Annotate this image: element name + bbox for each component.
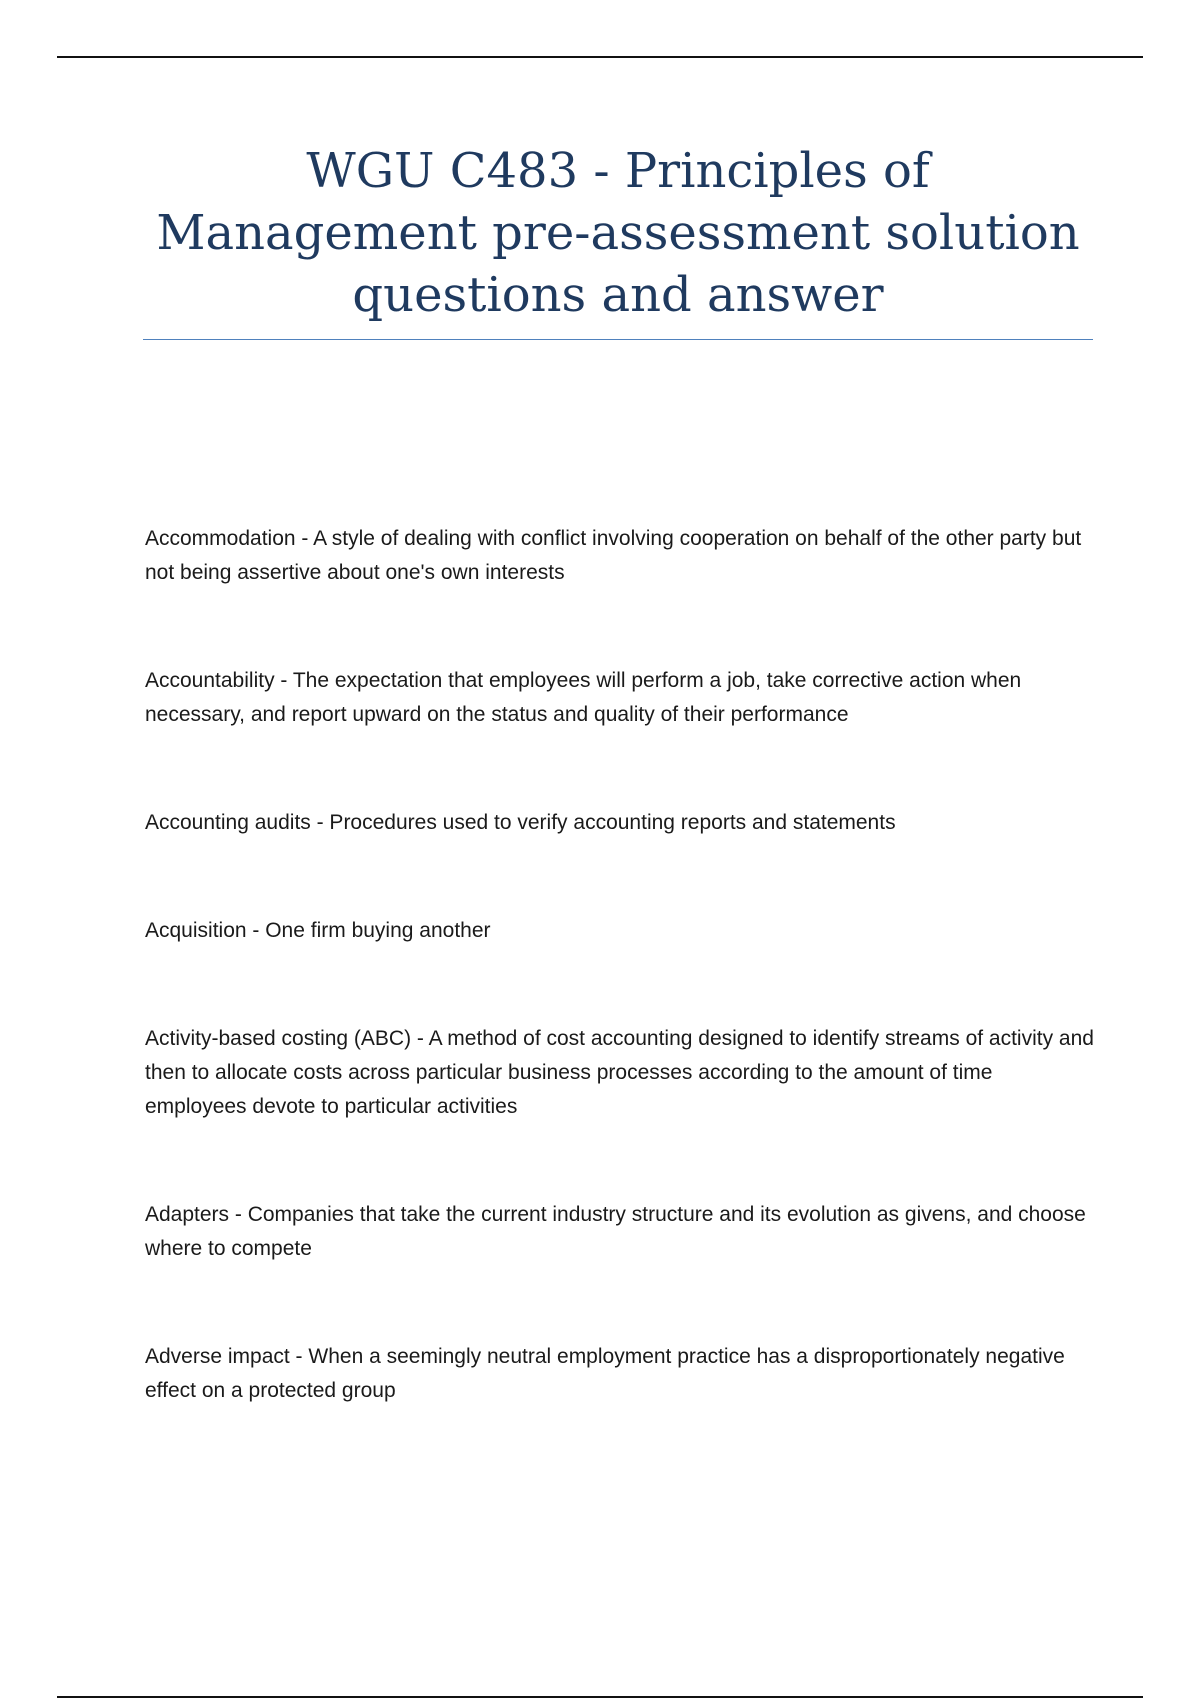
title-underline [143, 339, 1093, 340]
glossary-entry-adapters: Adapters - Companies that take the current industry structure and its evolution as givens, and choose where to compete [145, 1203, 1086, 1260]
glossary-list [145, 522, 1095, 1408]
page-bottom-rule [57, 1696, 1143, 1698]
title-block [143, 140, 1093, 326]
glossary-entry-activity-based-costing: Activity-based costing (ABC) - A method of cost accounting designed to identify streams of activity and then to allocate costs across particular business processes according to the amount of time employees devote to particular activities [145, 1027, 1094, 1118]
document-title: WGU C483 - Principles of Management pre-assessment solution questions and answer [156, 143, 1080, 323]
glossary-entry-accommodation: Accommodation - A style of dealing with conflict involving cooperation on behalf of the other party but not being assertive about one's own interests [145, 527, 1082, 584]
glossary-entry-acquisition: Acquisition - One firm buying another [145, 919, 491, 942]
glossary-entry-adverse-impact: Adverse impact - When a seemingly neutral employment practice has a disproportionately negative effect on a protected group [145, 1345, 1065, 1402]
page-top-rule [57, 56, 1143, 58]
glossary-entry-accounting-audits: Accounting audits - Procedures used to verify accounting reports and statements [145, 811, 896, 834]
glossary-entry-accountability: Accountability - The expectation that employees will perform a job, take corrective action when necessary, and report upward on the status and quality of their performance [145, 669, 1022, 726]
